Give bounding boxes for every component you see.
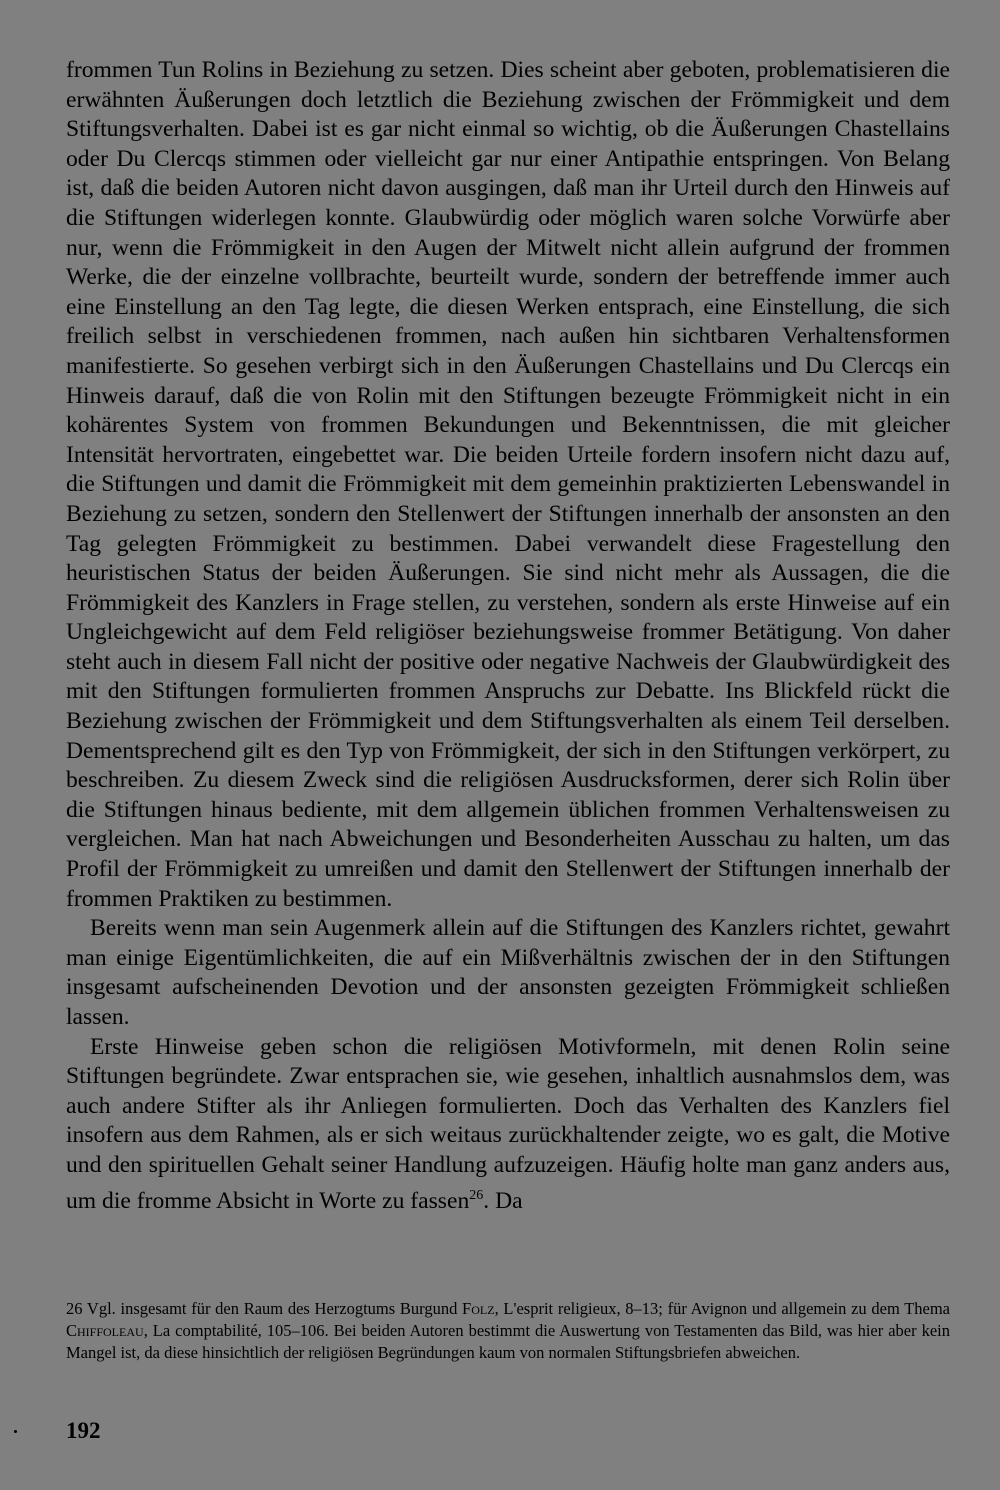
page-body bbox=[66, 56, 950, 1216]
paragraph-3-text: Erste Hinweise geben schon die religiösen Motivformeln, mit denen Rolin seine Stiftungen begründete. Zwar entsprachen sie, wie gesehen, inhaltlich ausnahmslos dem, was auch andere Stifter als ihr Anliegen formulierten. Doch das Verhalten des Kanzlers fiel insofern aus dem Rahmen, als er sich weitaus zurückhaltender zeigte, wo es galt, die Motive und den spirituellen Gehalt seiner Handlung aufzuzeigen. Häufig holte man ganz anders aus, um die fromme Absicht in Worte zu fassen bbox=[66, 1033, 950, 1214]
margin-dot bbox=[14, 1430, 17, 1433]
footnote-reference[interactable]: 26 bbox=[469, 1187, 484, 1203]
footnote-author-chiffoleau: Chiffoleau bbox=[66, 1321, 144, 1340]
page-number: 192 bbox=[66, 1418, 101, 1443]
footnote-text-a: Vgl. insgesamt für den Raum des Herzogtums Burgund bbox=[86, 1299, 463, 1318]
footnote-text-c: , La comptabilité, 105–106. Bei beiden Autoren bestimmt die Auswertung von Testamenten das Bild, was hier aber kein Mangel ist, da diese hinsichtlich der religiösen Begründungen kaum von normalen Stiftungsbriefen abweichen. bbox=[66, 1321, 950, 1362]
paragraph-2: Bereits wenn man sein Augenmerk allein auf die Stiftungen des Kanzlers richtet, gewahrt man einige Eigentümlichkeiten, die auf ein Mißverhältnis zwischen der in den Stiftungen insgesamt aufscheinenden Devotion und der ansonsten gezeigten Frömmigkeit schließen lassen. bbox=[66, 915, 950, 1030]
footnote-number: 26 bbox=[66, 1299, 83, 1318]
footnote-author-folz: Folz bbox=[462, 1299, 495, 1318]
paragraph-3-tail: . Da bbox=[483, 1187, 523, 1214]
paragraph-3 bbox=[66, 1033, 950, 1216]
body-text bbox=[66, 56, 950, 1216]
footnote bbox=[66, 1298, 950, 1364]
footnote-text-b: , L'esprit religieux, 8–13; für Avignon und allgemein zu dem Thema bbox=[494, 1299, 951, 1318]
paragraph-1: frommen Tun Rolins in Beziehung zu setzen. Dies scheint aber geboten, problematisieren die erwähnten Äußerungen doch letztlich die Beziehung zwischen der Frömmigkeit und dem Stiftungsverhalten. Dabei ist es gar nicht einmal so wichtig, ob die Äußerungen Chastellains oder Du Clercqs stimmen oder vielleicht gar nur einer Antipathie entspringen. Von Belang ist, daß die beiden Autoren nicht davon ausgingen, daß man ihr Urteil durch den Hinweis auf die Stiftungen widerlegen konnte. Glaubwürdig oder möglich waren solche Vorwürfe aber nur, wenn die Frömmigkeit in den Augen der Mitwelt nicht allein aufgrund der frommen Werke, die der einzelne vollbrachte, beurteilt wurde, sondern der betreffende immer auch eine Einstellung an den Tag legte, die diesen Werken entsprach, eine Einstellung, die sich freilich selbst in verschiedenen frommen, nach außen hin sichtbaren Verhaltensformen manifestierte. So gesehen verbirgt sich in den Äußerungen Chastellains und Du Clercqs ein Hinweis darauf, daß die von Rolin mit den Stiftungen bezeugte Frömmigkeit nicht in ein kohärentes System von frommen Bekundungen und Bekenntnissen, die mit gleicher Intensität hervortraten, eingebettet war. Die beiden Urteile fordern insofern nicht dazu auf, die Stiftungen und damit die Frömmigkeit mit dem gemeinhin praktizierten Lebenswandel in Beziehung zu setzen, sondern den Stellenwert der Stiftungen innerhalb der ansonsten an den Tag gelegten Frömmigkeit zu bestimmen. Dabei verwandelt diese Fragestellung den heuristischen Status der beiden Äußerungen. Sie sind nicht mehr als Aussagen, die die Frömmigkeit des Kanzlers in Frage stellen, zu verstehen, sondern als erste Hinweise auf ein Ungleichgewicht auf dem Feld religiöser beziehungsweise frommer Betätigung. Von daher steht auch in diesem Fall nicht der positive oder negative Nachweis der Glaubwürdigkeit des mit den Stiftungen formulierten frommen Anspruchs zur Debatte. Ins Blickfeld rückt die Beziehung zwischen der Frömmigkeit und dem Stiftungsverhalten als einem Teil derselben. Dementsprechend gilt es den Typ von Frömmigkeit, der sich in den Stiftungen verkörpert, zu beschreiben. Zu diesem Zweck sind die religiösen Ausdrucksformen, derer sich Rolin über die Stiftungen hinaus bediente, mit dem allgemein üblichen frommen Verhaltensweisen zu vergleichen. Man hat nach Abweichungen und Besonderheiten Ausschau zu halten, um das Profil der Frömmigkeit zu umreißen und damit den Stellenwert der Stiftungen innerhalb der frommen Praktiken zu bestimmen. bbox=[66, 57, 950, 912]
